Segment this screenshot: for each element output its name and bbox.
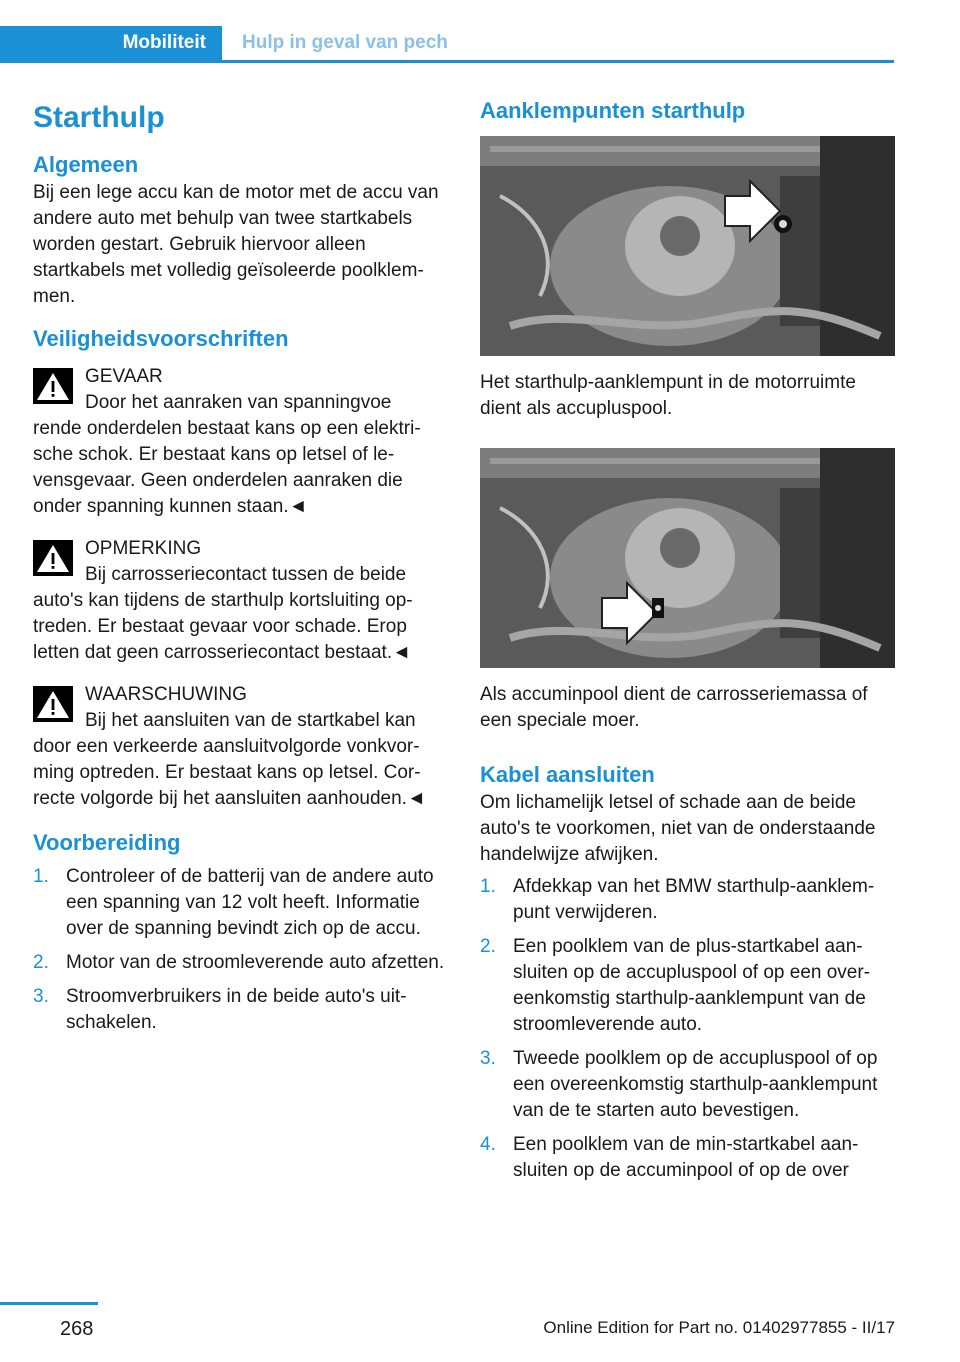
step-number: 2. — [480, 936, 496, 957]
section-heading-jump-points: Aanklempunten starthulp — [480, 98, 746, 123]
connect-intro-paragraph: Om lichamelijk letsel of schade aan de beide auto's te voorkomen, niet van de onderstaande handelwijze afwijken. — [480, 792, 876, 865]
step-number: 3. — [480, 1048, 496, 1069]
preparation-steps — [33, 864, 445, 1036]
section-heading-safety: Veiligheidsvoorschriften — [33, 326, 289, 351]
step-text: Tweede poolklem op de accupluspool of op een overeenkomstig starthulp-aanklempunt van de te starten auto bevestigen. — [513, 1048, 878, 1121]
right-column — [480, 96, 895, 1192]
section-heading-preparation: Voorbereiding — [33, 830, 181, 855]
footer-divider — [0, 1302, 98, 1305]
warning-block-danger — [33, 364, 445, 520]
warning-title: WAARSCHUWING — [85, 684, 247, 705]
step-text: Een poolklem van de min-startkabel aansluiten op de accuminpool of op de over — [513, 1134, 859, 1181]
warning-text: door een verkeerde aansluitvolgorde vonkvorming optreden. Er bestaat kans op letsel. Correcte volgorde bij het aansluiten aanhouden.◄ — [33, 736, 426, 809]
left-column — [33, 96, 445, 1044]
warning-block-caution — [33, 682, 445, 812]
list-item — [33, 950, 445, 976]
photo-caption-negative: Als accuminpool dient de carrosseriemassa of een speciale moer. — [480, 684, 868, 731]
warning-text-first-line: Bij carrosseriecontact tussen de beide — [85, 564, 407, 585]
step-text: Afdekkap van het BMW starthulp-aanklempunt verwijderen. — [513, 876, 875, 923]
warning-triangle-icon — [33, 686, 73, 722]
step-text: Een poolklem van de plus-startkabel aansluiten op de accupluspool of op een overeenkomstig starthulp-aanklempunt van de stroomleverende auto. — [513, 936, 871, 1035]
general-paragraph: Bij een lege accu kan de motor met de accu van andere auto met behulp van twee startkabels worden gestart. Gebruik hiervoor alleen startkabels met volledig geïsoleerde poolklemmen. — [33, 182, 439, 307]
edition-note: Online Edition for Part no. 01402977855 - II/17 — [543, 1318, 895, 1337]
warning-text: rende onderdelen bestaat kans op een elektrische schok. Er bestaat kans op letsel of levensgevaar. Geen onderdelen aanraken die onder spanning kunnen staan.◄ — [33, 418, 421, 517]
list-item — [33, 984, 445, 1036]
connect-steps — [480, 874, 895, 1184]
step-number: 2. — [33, 952, 49, 973]
warning-text-first-line: Bij het aansluiten van de startkabel kan — [85, 710, 416, 731]
warning-text: auto's kan tijdens de starthulp kortsluiting optreden. Er bestaat gevaar voor schade. Erop letten dat geen carrosseriecontact bestaat.◄ — [33, 590, 413, 663]
engine-bay-photo-positive — [480, 136, 895, 356]
section-heading-connect-cable: Kabel aansluiten — [480, 762, 655, 787]
step-text: Motor van de stroomleverende auto afzetten. — [66, 952, 445, 973]
warning-block-note — [33, 536, 445, 666]
header-tab-mobiliteit[interactable] — [0, 26, 222, 62]
step-text: Stroomverbruikers in de beide auto's uitschakelen. — [66, 986, 407, 1033]
header-tab-mobiliteit-label: Mobiliteit — [122, 32, 206, 53]
engine-bay-illustration — [480, 448, 895, 668]
step-number: 3. — [33, 986, 49, 1007]
warning-title: GEVAAR — [85, 366, 163, 387]
list-item — [480, 1132, 895, 1184]
list-item — [33, 864, 445, 942]
page-title: Starthulp — [33, 101, 165, 134]
list-item — [480, 1046, 895, 1124]
page-number: 268 — [60, 1318, 94, 1340]
engine-bay-photo-negative — [480, 448, 895, 668]
warning-title: OPMERKING — [85, 538, 202, 559]
warning-triangle-icon — [33, 368, 73, 404]
step-text: Controleer of de batterij van de andere auto een spanning van 12 volt heeft. Informatie over de spanning bevindt zich op de accu. — [66, 866, 434, 939]
step-number: 1. — [33, 866, 49, 887]
header-tab-hulp-bij-pech[interactable] — [224, 26, 894, 62]
section-heading-general: Algemeen — [33, 152, 139, 177]
header-tab-hulp-bij-pech-label: Hulp in geval van pech — [242, 32, 448, 53]
list-item — [480, 934, 895, 1038]
warning-text-first-line: Door het aanraken van spanningvoe — [85, 392, 392, 413]
warning-triangle-icon — [33, 540, 73, 576]
engine-bay-illustration — [480, 136, 895, 356]
photo-caption-positive: Het starthulp-aanklempunt in de motorruimte dient als accupluspool. — [480, 372, 856, 419]
list-item — [480, 874, 895, 926]
step-number: 4. — [480, 1134, 496, 1155]
step-number: 1. — [480, 876, 496, 897]
header-divider — [0, 60, 894, 63]
